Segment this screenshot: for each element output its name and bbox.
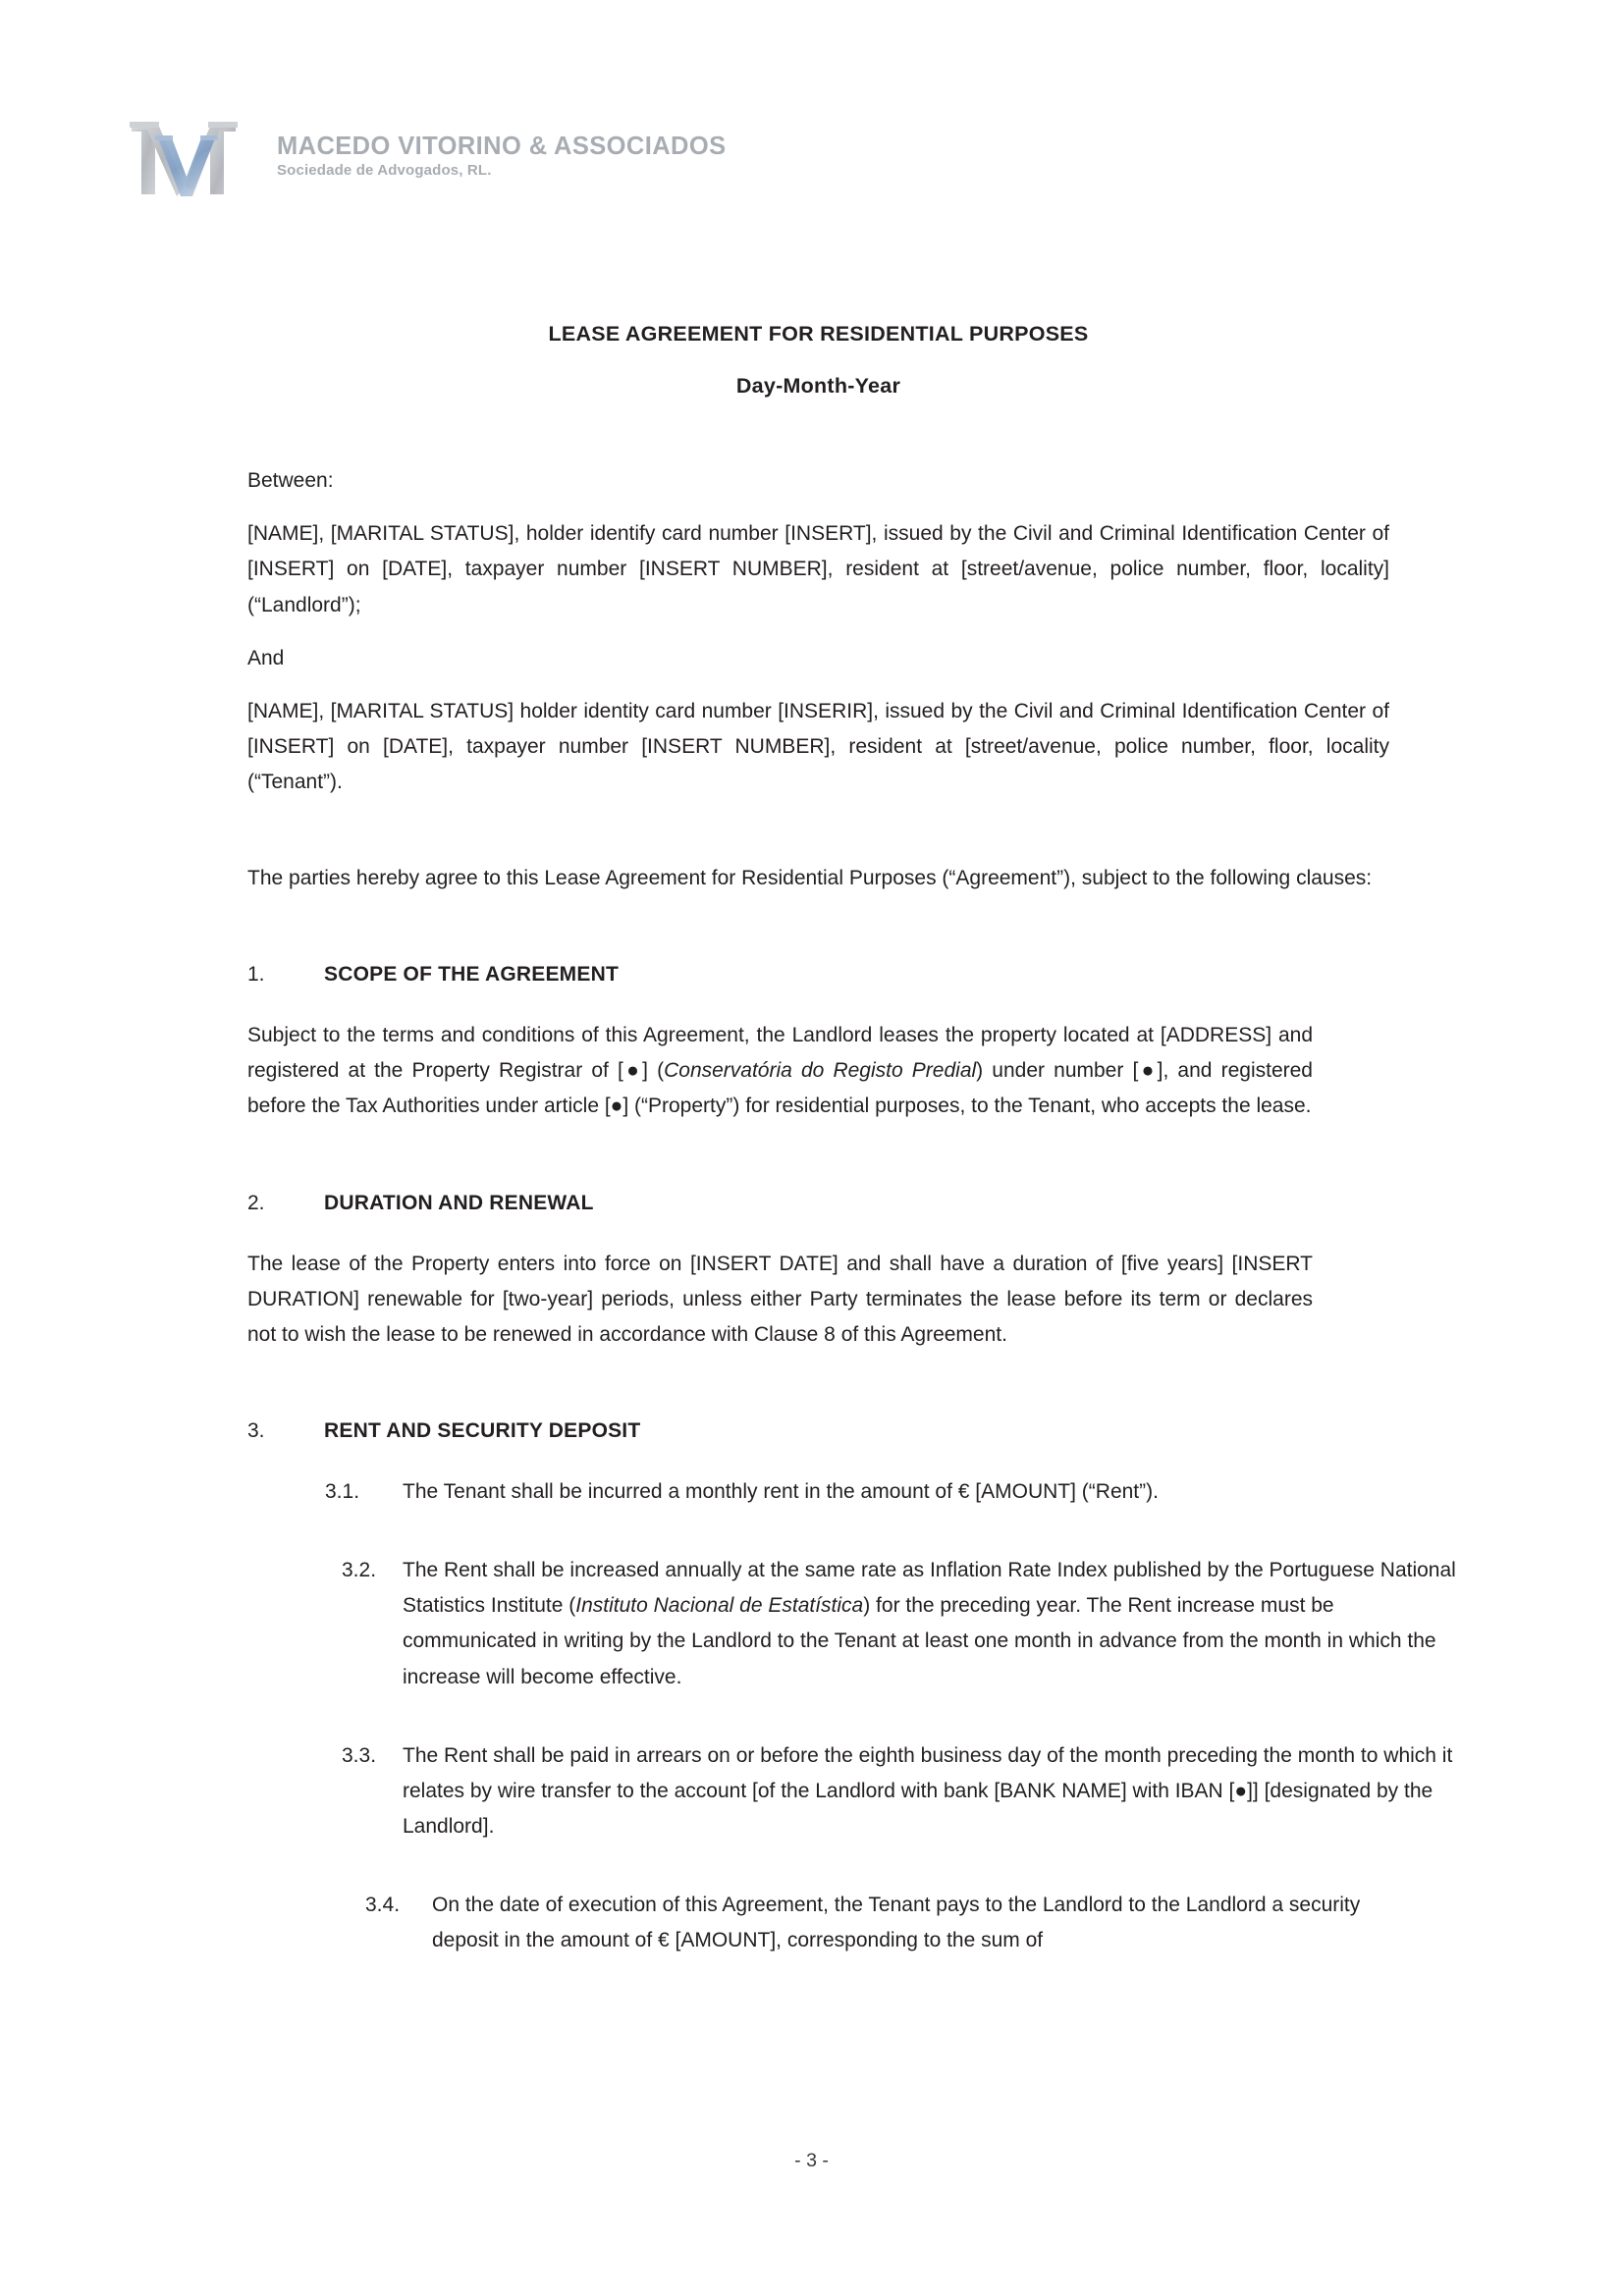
page-title: LEASE AGREEMENT FOR RESIDENTIAL PURPOSES — [548, 322, 1089, 346]
page-footer: - 3 - — [794, 2150, 829, 2171]
subclause-paragraph — [325, 1553, 1467, 1694]
clause-paragraph — [247, 1018, 1313, 1124]
firm-name: MACEDO VITORINO & ASSOCIADOS — [277, 133, 727, 161]
text-run: ) under number [●], and registered before the Tax Authorities under article [●] (“Property”) for residential purposes, to the Tenant, who accepts the lease. — [247, 1059, 1313, 1118]
clause-number: 2. — [247, 1191, 265, 1214]
tenant-paragraph: [NAME], [MARITAL STATUS] holder identity card number [INSERIR], issued by the Civil and Criminal Identification Center of [INSERT] on [DATE], taxpayer number [INSERT NUMBER], resident at [street/avenue, police number, floor, locality (“Tenant”). — [247, 699, 1389, 793]
clause-paragraph — [247, 1247, 1313, 1353]
agreement-intro-paragraph: The parties hereby agree to this Lease Agreement for Residential Purposes (“Agreement”), subject to the following clauses: — [247, 867, 1373, 890]
subclause-number: 3.1. — [325, 1480, 360, 1504]
italic-term: Instituto Nacional de Estatística — [575, 1594, 864, 1618]
clause-number: 1. — [247, 963, 265, 987]
italic-term: Conservatória do Registo Predial — [664, 1059, 977, 1083]
mv-monogram-logo-icon — [126, 116, 242, 200]
firm-subtitle: Sociedade de Advogados, RL. — [277, 161, 492, 179]
clause-heading — [247, 1186, 1389, 1221]
document-body — [247, 0, 1456, 2045]
and-label: And — [247, 646, 285, 669]
clause-title: DURATION AND RENEWAL — [324, 1191, 594, 1214]
text-run: The lease of the Property enters into force on [INSERT DATE] and shall have a duration of [five years] [INSERT DURATION] renewable for [two-year] periods, unless either Party terminates the lease before its term or declares not to wish the lease to be renewed in accordance with Clause 8 of this Agreement. — [247, 1252, 1313, 1346]
subclause-paragraph — [365, 1888, 1389, 1958]
subclause-paragraph — [325, 1738, 1467, 1844]
text-run: Subject to the terms and conditions of this Agreement, the Landlord leases the property located at [ADDRESS] and registered at the Property Registrar of [●] ( — [247, 1024, 1313, 1083]
text-run: On the date of execution of this Agreement, the Tenant pays to the Landlord to the Landlord a security deposit in the amount of € [AMOUNT], corresponding to the sum of — [432, 1894, 1361, 1952]
clause-list — [247, 957, 1456, 2045]
subclause-paragraph — [325, 1474, 1467, 1510]
subclause-number: 3.2. — [342, 1559, 377, 1582]
between-label: Between: — [247, 469, 334, 493]
clause-number: 3. — [247, 1419, 265, 1443]
subclause-number: 3.3. — [342, 1743, 377, 1767]
clause-heading — [247, 957, 1389, 992]
text-run: The Tenant shall be incurred a monthly rent in the amount of € [AMOUNT] (“Rent”). — [403, 1480, 1159, 1504]
text-run: The Rent shall be paid in arrears on or before the eighth business day of the month preceding the month to which it relates by wire transfer to the account [of the Landlord with bank [BANK NAME] with IBAN [●]] [designated by the Landlord]. — [403, 1743, 1453, 1838]
landlord-paragraph: [NAME], [MARITAL STATUS], holder identify card number [INSERT], issued by the Civil and Criminal Identification Center of [INSERT] on [DATE], taxpayer number [INSERT NUMBER], resident at [street/avenue, police number, floor, locality] (“Landlord”); — [247, 522, 1389, 616]
clause-title: SCOPE OF THE AGREEMENT — [324, 963, 619, 987]
text-run: The Rent shall be increased annually at the same rate as Inflation Rate Index published by the Portuguese National Statistics Institute ( — [403, 1559, 1456, 1618]
text-run: ) for the preceding year. The Rent increase must be communicated in writing by the Landlord to the Tenant at least one month in advance from the month in which the increase will become effective. — [403, 1594, 1436, 1688]
clause-heading — [247, 1414, 1389, 1449]
clause-title: RENT AND SECURITY DEPOSIT — [324, 1419, 641, 1443]
subclause-number: 3.4. — [365, 1894, 401, 1917]
title-block — [247, 319, 1389, 399]
document-date-line: Day-Month-Year — [735, 374, 901, 399]
